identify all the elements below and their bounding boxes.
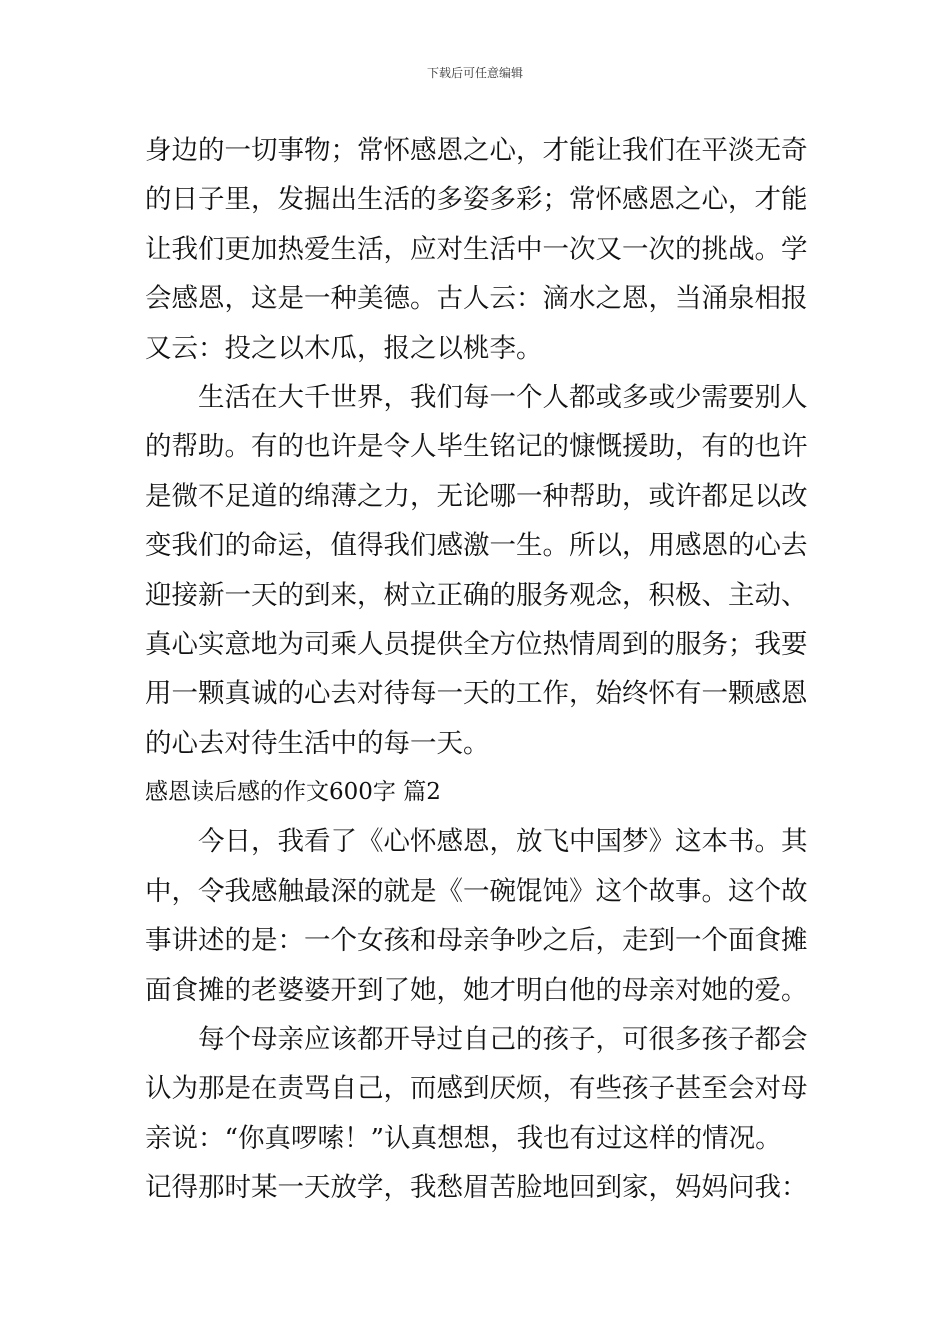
- text-line: 的日子里，发掘出生活的多姿多彩；常怀感恩之心，才能: [145, 184, 808, 216]
- page-header: 下载后可任意编辑: [426, 66, 523, 80]
- text-line: 让我们更加热爱生活，应对生活中一次又一次的挑战。学: [145, 233, 808, 265]
- text-line: 的心去对待生活中的每一天。: [145, 727, 490, 759]
- text-line: 又云：投之以木瓜，报之以桃李。: [145, 332, 543, 364]
- text-line: 用一颗真诚的心去对待每一天的工作，始终怀有一颗感恩: [145, 678, 808, 710]
- text-line: 身边的一切事物；常怀感恩之心，才能让我们在平淡无奇: [145, 135, 808, 166]
- text-line: 会感恩，这是一种美德。古人云：滴水之恩，当涌泉相报: [145, 283, 808, 315]
- section-heading: 感恩读后感的作文600字 篇2: [145, 779, 441, 806]
- text-line: 每个母亲应该都开导过自己的孩子，可很多孩子都会: [198, 1024, 808, 1056]
- text-line: 亲说：“你真啰嗦！”认真想想，我也有过这样的情况。: [145, 1122, 782, 1154]
- text-line: 记得那时某一天放学，我愁眉苦脸地回到家，妈妈问我：: [145, 1172, 808, 1204]
- document-body: [145, 126, 810, 1213]
- text-line: 中，令我感触最深的就是《一碗馄饨》这个故事。这个故: [145, 875, 808, 907]
- text-line: 面食摊的老婆婆开到了她，她才明白他的母亲对她的爱。: [145, 974, 808, 1006]
- text-line: 生活在大千世界，我们每一个人都或多或少需要别人: [198, 381, 808, 413]
- text-line: 今日，我看了《心怀感恩，放飞中国梦》这本书。其: [198, 826, 808, 858]
- text-line: 的帮助。有的也许是令人毕生铭记的慷慨援助，有的也许: [145, 431, 808, 463]
- text-line: 是微不足道的绵薄之力，无论哪一种帮助，或许都足以改: [145, 480, 808, 512]
- text-line: 真心实意地为司乘人员提供全方位热情周到的服务；我要: [145, 628, 808, 660]
- text-line: 迎接新一天的到来，树立正确的服务观念，积极、主动、: [145, 579, 808, 611]
- text-line: 变我们的命运，值得我们感激一生。所以，用感恩的心去: [145, 530, 808, 562]
- text-line: 认为那是在责骂自己，而感到厌烦，有些孩子甚至会对母: [145, 1073, 808, 1105]
- text-line: 事讲述的是：一个女孩和母亲争吵之后，走到一个面食摊: [145, 925, 808, 957]
